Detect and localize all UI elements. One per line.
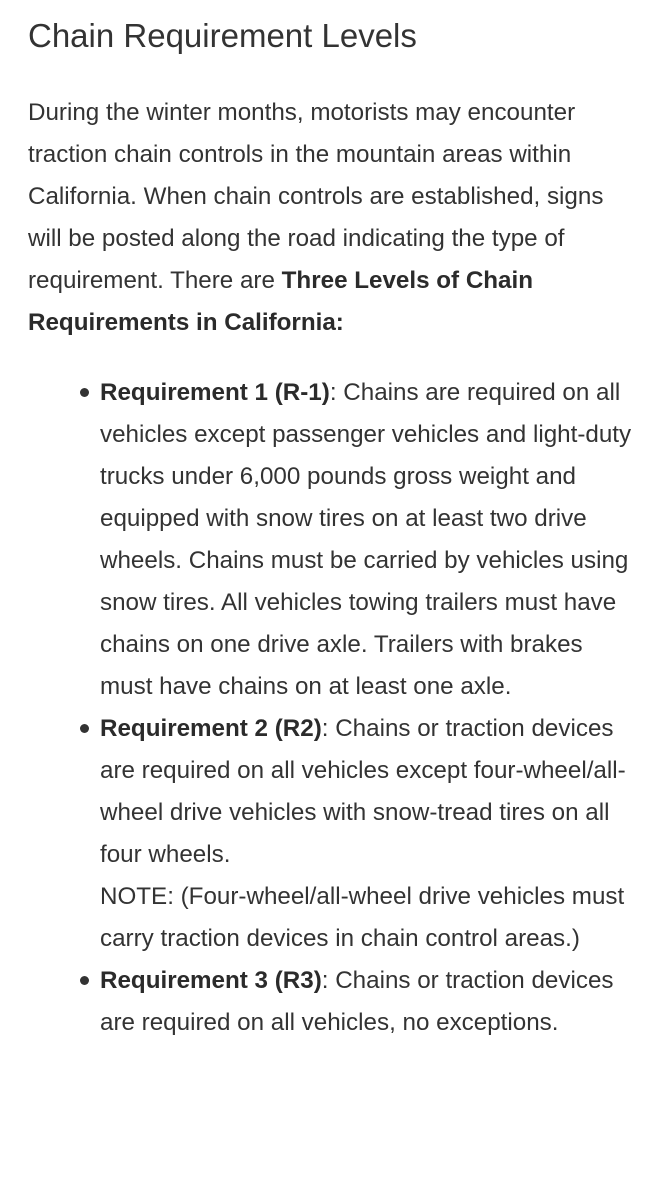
requirement-note: NOTE: (Four-wheel/all-wheel drive vehicles must carry traction devices in chain control areas.) — [100, 883, 625, 952]
requirement-description: : Chains or traction devices are required on all vehicles except four-wheel/all-wheel drive vehicles with snow-tread tires on all four wheels. — [100, 715, 626, 868]
requirement-item-2 — [100, 708, 632, 960]
page-title: Chain Requirement Levels — [28, 17, 417, 54]
bullet-icon — [80, 724, 89, 733]
bullet-icon — [80, 976, 89, 985]
requirements-list — [28, 372, 632, 1044]
requirement-item-3 — [100, 960, 632, 1044]
requirement-description: : Chains are required on all vehicles except passenger vehicles and light-duty trucks under 6,000 pounds gross weight and equipped with snow tires on at least two drive wheels. Chains must be carried by vehicles using snow tires. All vehicles towing trailers must have chains on one drive axle. Trailers with brakes must have chains on at least one axle. — [100, 379, 632, 700]
requirement-description: : Chains or traction devices are required on all vehicles, no exceptions. — [100, 967, 614, 1036]
bullet-icon — [80, 388, 89, 397]
intro-bold-text: Three Levels of Chain Requirements in California: — [28, 267, 534, 336]
requirement-item-1 — [100, 372, 632, 708]
requirement-name: Requirement 2 (R2) — [100, 715, 322, 742]
requirement-name: Requirement 1 (R-1) — [100, 379, 330, 406]
intro-text: During the winter months, motorists may encounter traction chain controls in the mountain areas within California. When chain controls are established, signs will be posted along the road indicating the type of requirement. There are — [28, 99, 604, 294]
intro-paragraph — [28, 92, 632, 344]
requirement-name: Requirement 3 (R3) — [100, 967, 322, 994]
